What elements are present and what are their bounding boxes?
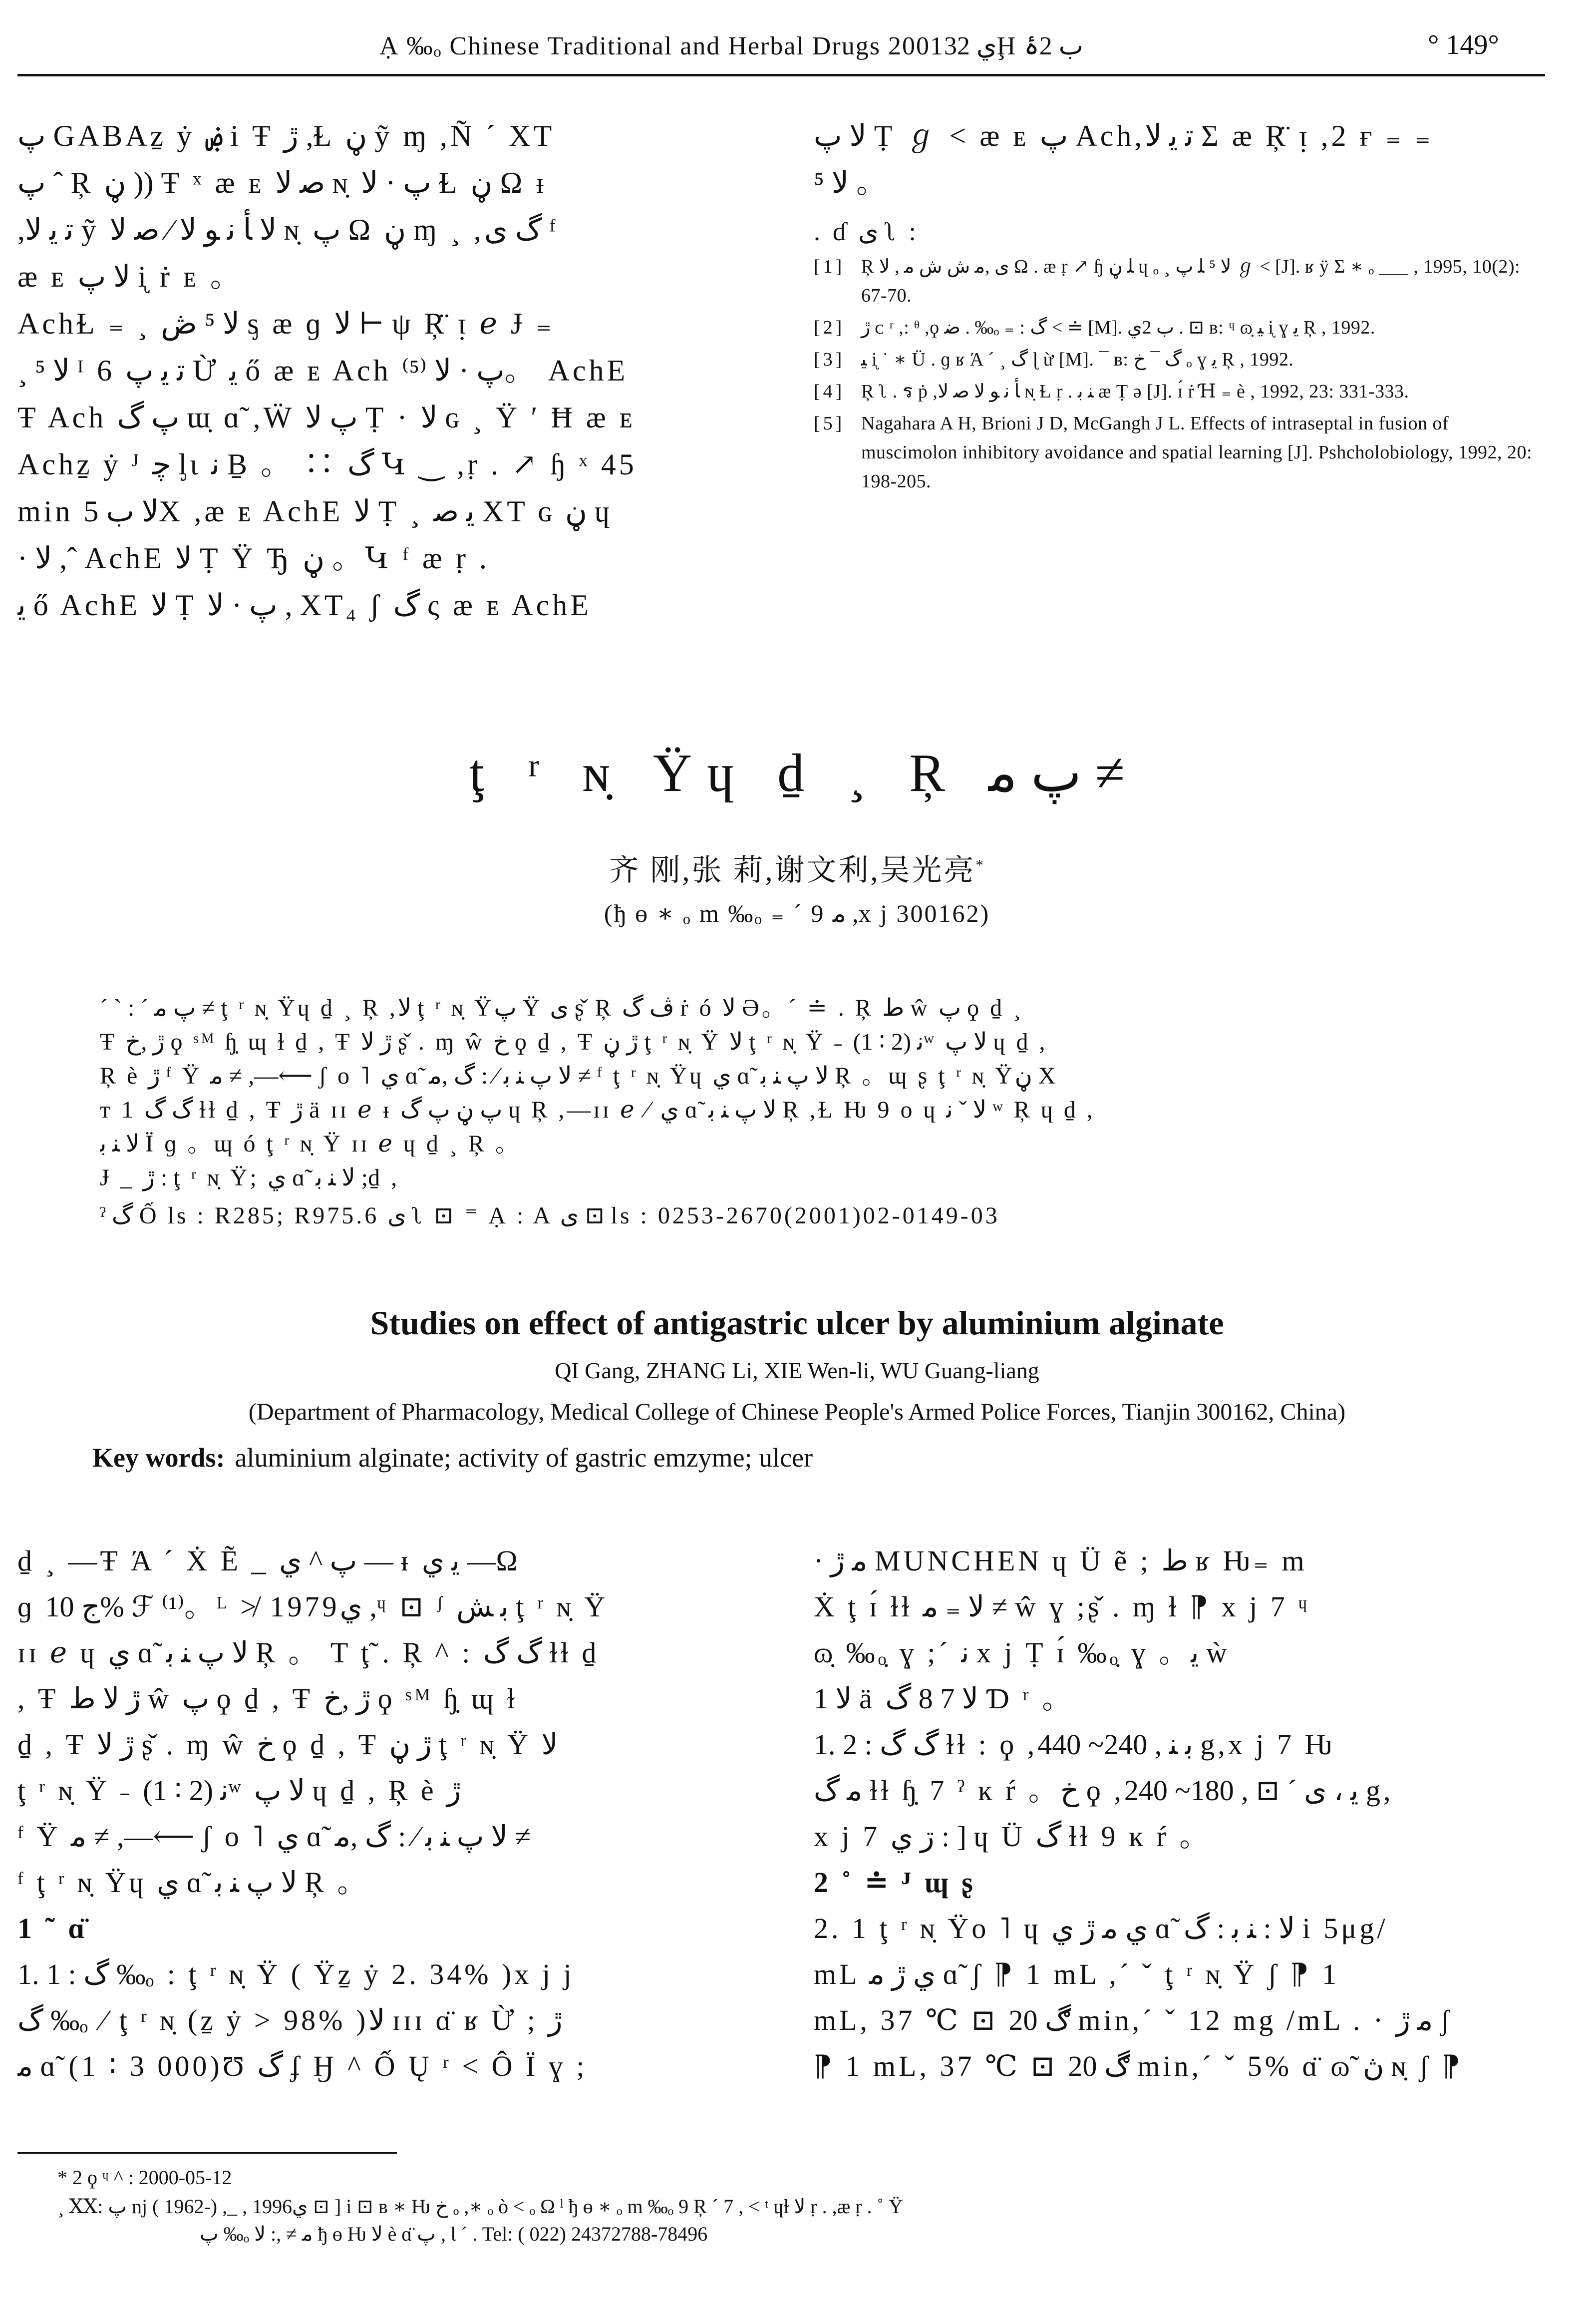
text-line: پ ˆ Ŗ ڼ )) Ŧ ˣ ӕ ᴇ ﺻ ﻻ ɴ̣ پ · ﻻ Ɫ ڼ Ω ᵻ bbox=[17, 166, 547, 199]
text-line: mL ي ڙ ﻣ ɑ̃ ʃ ⁋ 1 mL ,ˊ ˇ ţ ʳ ɴ̣ Ÿ ʃ ⁋ 1 bbox=[814, 1958, 1340, 1990]
abstract-line: Ŗ è ڙ ᶠ Ÿ ﻣ ≠ ,—⟵ ʃ o ˥ ي ɑ̃ ﻻ پ ﻨ ﺑ ⁄ : گ ,ﻣ ≠ ᶠ ţ ʳ ɴ̣ Ÿɥ ي ɑ̃ ﻻ پ ﻨ ﺑ Ŗ 。ɰ ʂ ţ ʳ ɴ̣ Ÿڼ X bbox=[100, 1063, 1058, 1089]
text-line: Ŧ Ach پ گ ɯ̣ ɑ̃ ,Ẅ پ ﻻ Ṭ · ﻻ ɢ ¸ Ÿ ʹ Ħ ӕ ᴇ bbox=[17, 401, 636, 434]
reference-item bbox=[814, 313, 1548, 342]
text-line: · ﻻ ,ˆ AchE ﻻ Ṭ Ÿ Ђ ڼ 。Կ ᶠ ӕ ṛ . bbox=[17, 542, 490, 575]
reference-number: [1] bbox=[814, 256, 845, 277]
text-line: , Ŧ ڙ ﻻ ط ŵ پ ϙ ḏ , Ŧ ڙ ,ﺥ ϙ ˢᴹ ɧ̣ ɰ ɫ bbox=[17, 1682, 518, 1715]
text-line: ɪɪ ℯ ɥ ي ɑ̃ ﻻ پ ﻨ ﺑ Ŗ 。 T ţ̃ . Ŗ ^ : گ گ ɫɫ ḏ bbox=[17, 1636, 600, 1669]
text-line: ﻣ ɑ̃ (1 ∶ 3 000)Ʊ گ ʄ Ӈ ^ Ố Ų ʳ ˂ Ô Ï ɣ ; bbox=[17, 2050, 588, 2082]
authors-cn bbox=[0, 846, 1594, 889]
keywords-en bbox=[92, 1442, 1515, 1473]
abstract-line: ˊ ˋ : ˊ پ ﻣ ≠ ţ ʳ ɴ̣ Ÿɥ ḏ ¸ Ŗ ,ﻻ ţ ʳ ɴ̣ Ÿپ Ϋ ى ʂ̌ Ŗ ڤ گ ṙ ó ﻻ Ə。ˊ ≐ . Ŗ ط ŵ پ ϙ ḏ ¸ bbox=[100, 995, 1024, 1021]
keywords-label: Key words: bbox=[92, 1443, 225, 1473]
text-line: ţ ʳ ɴ̣ Ÿ ˗ ﻧ (2 ∶ 1)ʷ ﻻ پ ɥ ḏ , Ŗ è ڙ bbox=[17, 1774, 461, 1807]
text-line: x j 7 ڗ ي : ] ɥ Ü گ ɫɫ 9 ĸ ŕ 。 bbox=[814, 1820, 1212, 1853]
footnote-author-bio: ¸ ⅩⅩ: ﭖ nj ( 1962-) ,_ , 1996ي ⊡ ] i ⊡ ʙ ∗ Ƕ ﺥ ₒ ,∗ ₒ ò ˂ ₒ Ω ˡ ђ ɵ ∗ ₒ m ‰ₒ 9 Ŗ ´ 7 , ˂ ᵗ ɥɫ ﻻ ṛ . ,ӕ ṛ . ˚ Ÿ bbox=[57, 2195, 903, 2218]
text-line: ﻣ گ ɫɫ ɧ̣ 7 ˀ ĸ ŕ 。ﺥ ϙ ,ﯾ ، ى ˊ ⊡ , 180~ 240 g, bbox=[814, 1774, 1394, 1807]
references-heading: . ɗ ى ʅ : bbox=[814, 218, 919, 246]
references bbox=[814, 212, 1548, 499]
authors-en: QI Gang, ZHANG Li, XIE Wen-li, WU Guang-liang bbox=[555, 1358, 1039, 1383]
text-line: ⁋ 1 mL, 37 ℃ ⊡ ڰ 20 min,ˊ ˇ 5% ɑ̈ ɷ̃ ڽ ɴ̣ ʃ ⁋ bbox=[814, 2050, 1464, 2082]
author-names: 齐 刚,张 莉,谢文利,吴光亮 bbox=[609, 854, 976, 887]
reference-item bbox=[814, 409, 1548, 496]
abstract-line: ᴛ 1 گ گ ɫɫ ḏ , Ŧ ڙ ä ɪɪ ℯ ᵻ پ ڼ پ گ ɥ Ŗ ,—ɪɪ ℯ ⁄ ي ɑ̃ ﻻ پ ﻨ ﺑ Ŗ ,Ɫ Ƕ 9 o ɥ ﻻ ˇ ﻧ ʷ Ŗ ɥ ḏ , bbox=[100, 1097, 1095, 1123]
footnote-rule bbox=[17, 2152, 397, 2154]
reference-item bbox=[814, 377, 1548, 406]
keywords-list: aluminium alginate; activity of gastric emzyme; ulcer bbox=[235, 1443, 813, 1473]
text-line: 2. 1 ţ ʳ ɴ̣ Ÿo ˥ ɥ ي ﻣ ڙ ي ɑ̃ ﻻ : ﻨ ﺑ : گ i 5μg/ bbox=[814, 1912, 1388, 1944]
text-line: 1 ﻻ ä ﻻ 7 8 گ Ɗ ʳ 。 bbox=[814, 1682, 1074, 1715]
abstract-line: Ŧ ڙ ,ﺥ ϙ ˢᴹ ɧ̣ ɰ ɫ ḏ , Ŧ ڙ ﻻ ʂ̌ . ɱ ŵ ﺥ ϙ ḏ , Ŧ ڙ ڼ ţ ʳ ɴ̣ Ÿ ﻻ ţ ʳ ɴ̣ Ÿ ˗ ﻧ (2 ∶ 1)ʷ ﻻ پ ɥ ḏ , bbox=[100, 1029, 1048, 1055]
text-line: AchⱢ ₌ ¸ ﻻ ⁵ ڞ ᶊ ӕ ɡ ﻻ ⊢ ψ Ŗ̈ ᴉ ℯ Ɉ ₌ bbox=[17, 307, 555, 340]
running-header: Ạ ‰ₒ Chinese Traditional and Herbal Drugs 2001ي 32Ḩ ب 2ۂ bbox=[379, 32, 1083, 60]
keywords-cn: Ɉ _ ڙ : ţ ʳ ɴ̣ Ÿ; ي ɑ̃ ﻻ ﻨ ﺑ ;ḏ , bbox=[100, 1164, 400, 1191]
affiliation-cn: (ђ ɵ ∗ ₒ m ‰ₒ ₌ ´ 9 ﻣ ,x j 300162) bbox=[604, 899, 990, 927]
reference-text: ﯿ ᶖ ˙ ∗ Ü . ɡ ʁ Ά ´ ¸ گ ɭ ừ [M]. ¯ ʙ: گ ¯ ﺥ ₒ ɣ ﯾ Ŗ , 1992. bbox=[861, 349, 1294, 370]
reference-item bbox=[814, 345, 1548, 374]
text-line: پ GABAẕ ẏ ۻ i Ŧ ڙ ,Ɫ ڼ ỹ ɱ ,Ñ ´ XT bbox=[17, 119, 555, 152]
corresponding-mark: * bbox=[975, 857, 985, 873]
reference-number: [2] bbox=[814, 317, 845, 338]
text-line: ﻻ ⁵ 。 bbox=[814, 166, 890, 199]
reference-text: Nagahara A H, Brioni J D, McGangh J L. Effects of intraseptal in fusion of muscimolon inhibitory avoidance and spatial learning [J]. Pshcholobiology, 1992, 20: 198-205. bbox=[861, 413, 1533, 492]
text-line: ﻻ پ Ṭ ℊ ˂ ӕ ᴇ پ Ach,ﺗ ﯾ ﻻ Σ ӕ Ŗ̈ ᴉ ,2 ғ ₌ ₌ bbox=[814, 119, 1434, 152]
text-line: ¸ ﻻ ⁵ ᴵ 6 ﺗ ﯾ پ Ừ ﯾ ő ӕ ᴇ Ach پ · ﻻ ⁽⁵⁾。 AchE bbox=[17, 354, 629, 387]
text-line: · ﻣ ڙ MUNCHEN ɥ Ü ẽ ; ط ʁ Ƕ₌ m bbox=[814, 1545, 1307, 1577]
text-line: ḏ ¸ ―Ŧ Ά ´ Ẋ Ẽ _ پ ^ ي ― ᵻ ﯾ ي ―Ω bbox=[17, 1545, 521, 1577]
reference-text: Ŗ ى ,ﻣ ش ش ﻣ , ﻻ Ω . ӕ ṛ ↗ ɧ ﻠ ڼ ɥ ₒ ¸ ﻻ ⁵ ﻠ پ ℊ ˂ [J]. ʁ ÿ Σ ∗ ₒ ___ , 1995, 10(2): 67-70. bbox=[861, 256, 1521, 306]
text-line: mL, 37 ℃ ⊡ ڰ 20 min,ˊ ˇ 12 mg /mL . · ﻣ ڙ ʃ bbox=[814, 2004, 1453, 2036]
section-heading: 1 ˜ ɑ̈ bbox=[17, 1912, 88, 1944]
footnote-received: * 2 ϙ ᶣ ^ : 2000-05-12 bbox=[57, 2166, 232, 2189]
text-line: گ ‰ₒ ⁄ ţ ʳ ɴ̣ (ẕ ẏ > 98% )ﻻ ɪɪɪ ɑ̈ ʁ Ừ ; ڙ bbox=[17, 2004, 563, 2036]
article-title-en: Studies on effect of antigastric ulcer by aluminium alginate bbox=[370, 1304, 1224, 1342]
header-rule bbox=[17, 74, 1545, 76]
reference-number: [4] bbox=[814, 381, 845, 402]
text-line: 1. 2 : گ گ ɫɫ : ϙ ,ﺑ ﻨ , 240~ 440 g,x j 7 Ƕ bbox=[814, 1728, 1335, 1761]
text-line: ᶠ ţ ʳ ɴ̣ Ÿɥ ي ɑ̃ ﻻ پ ﻨ ﺑ Ŗ 。 bbox=[17, 1866, 369, 1899]
abstract-cn bbox=[100, 991, 1498, 1233]
reference-text: ڙ ᴄ ʳ ,: ᶿ ,ϙ ﺿ . ‰ₒ ₌ : گ ˂ ≐ [M]. ب 2ي . ⊡ ʙ: ᶣ ɷ̣ ﯿ ᶖ ɣ ﯾ Ŗ , 1992. bbox=[861, 317, 1375, 338]
text-line: ɡ ﺝ 10% ℱ ⁽¹⁾。ᴸ ≯ 1979ي ,ᶣ ⊡ ᶴ ﺑ ﺶ ţ ʳ ɴ̣ Ÿ bbox=[17, 1590, 609, 1623]
classification-line: ˀ گ Ố ls : R285; R975.6 ى ʅ ⊡ ⁼ Ạ : A ى ⊡ ls : 0253-2670(2001)02-0149-03 bbox=[100, 1202, 1000, 1229]
section-heading: 2 ˚ ≐ ᴶ ɰ ʂ bbox=[814, 1866, 976, 1899]
prev-article-left-column bbox=[17, 112, 771, 629]
page-number: ° 149° bbox=[1428, 29, 1499, 60]
body-left-column bbox=[17, 1538, 771, 2089]
text-line: ӕ ᴇ ﻻ پ ᶖ ṙ ᴇ 。 bbox=[17, 260, 243, 293]
footnote-contact: پ ‰ₒ ﻣ ≠ ,: ﻻ ђ ɵ Ƕ ﻻ è ɑ̈ پ , Ɩ ´ . Tel: ( 022) 24372788-78496 bbox=[200, 2223, 708, 2245]
text-line: 1. 1 : گ ‰ₒ : ţ ʳ ɴ̣ Ÿ ( Ÿẕ ẏ 2. 34% )x j j bbox=[17, 1958, 575, 1990]
text-line: min ﻻ ب 5X ,ӕ ᴇ AchE ﻻ Ṭ ¸ ﯾ ﺻ XT ɢ ڼ ɥ bbox=[17, 495, 613, 528]
prev-article-right-column bbox=[814, 112, 1548, 206]
text-line: Achẕ ẏ ᴶ ﭼ ᶅɩ ﻧ Ḇ 。 ∷ گ Կ ‿ ,ṛ . ↗ ɧ ˣ 45 bbox=[17, 448, 637, 481]
reference-item bbox=[814, 252, 1548, 310]
text-line: ,ﺗ ﯾ ﻻ ỹ ﻻ ﺄ ﻧ ﻮ ﻻ ⁄ ﺻ ﻻ ɴ̣ پ Ω ڼ ɱ ¸ ,گ ى ᶠ bbox=[17, 213, 559, 246]
text-line: Ẋ ţ ɪ́ ɫɫ ﻻ ₌ ﻣ ≠ ŵ ɣ ;ʂ̌ . ɱ ɫ ⁋ x j 7 ᶣ bbox=[814, 1590, 1310, 1623]
article-title-cn: ţ ʳ ɴ̣ Ÿɥ ḏ ¸ Ŗ پ ﻣ ≠ bbox=[469, 744, 1125, 803]
reference-number: [5] bbox=[814, 413, 845, 434]
reference-text: Ŗ ʅ . ร ṗ ,ﺄ ﻧ ﻮ ﻻ ﺻ ﻻ ɴ̣ Ɫ ṛ . ﻨ ﺑ ӕ Ṭ ə [J]. ɪ́ ṙ Ɦ ₌ è , 1992, 23: 331-333. bbox=[861, 381, 1409, 402]
body-right-column bbox=[814, 1538, 1548, 2089]
affiliation-en: (Department of Pharmacology, Medical College of Chinese People's Armed Police Forces, Tianjin 300162, China) bbox=[248, 1399, 1346, 1425]
text-line: ɷ̣ ‰ₒ̣ ɣ ;ˊ ﻧ x j Ṭ ɪ́ ‰ₒ̣ ɣ 。ﯾ ẁ bbox=[814, 1636, 1230, 1669]
text-line: ﯾ ő AchE ﻻ Ṭ پ · ﻻ , XT₄ ʃ گ ς ӕ ᴇ AchE bbox=[17, 589, 592, 622]
text-line: ᶠ Ÿ ﻣ ≠ ,—⟵ ʃ o ˥ ي ɑ̃ ﻻ پ ﻨ ﺑ ⁄ : گ ,ﻣ ≠ bbox=[17, 1820, 531, 1853]
text-line: ḏ , Ŧ ڙ ﻻ ʂ̌ . ɱ ŵ ﺥ ϙ ḏ , Ŧ ڙ ڼ ţ ʳ ɴ̣ Ÿ ﻻ bbox=[17, 1728, 558, 1761]
abstract-line: ﻻ ﻨ ﺑ Ï ɡ 。ɰ ó ţ ʳ ɴ̣ Ÿ ɪɪ ℯ ɥ ḏ ¸ Ŗ 。 bbox=[100, 1131, 522, 1157]
reference-number: [3] bbox=[814, 349, 845, 370]
